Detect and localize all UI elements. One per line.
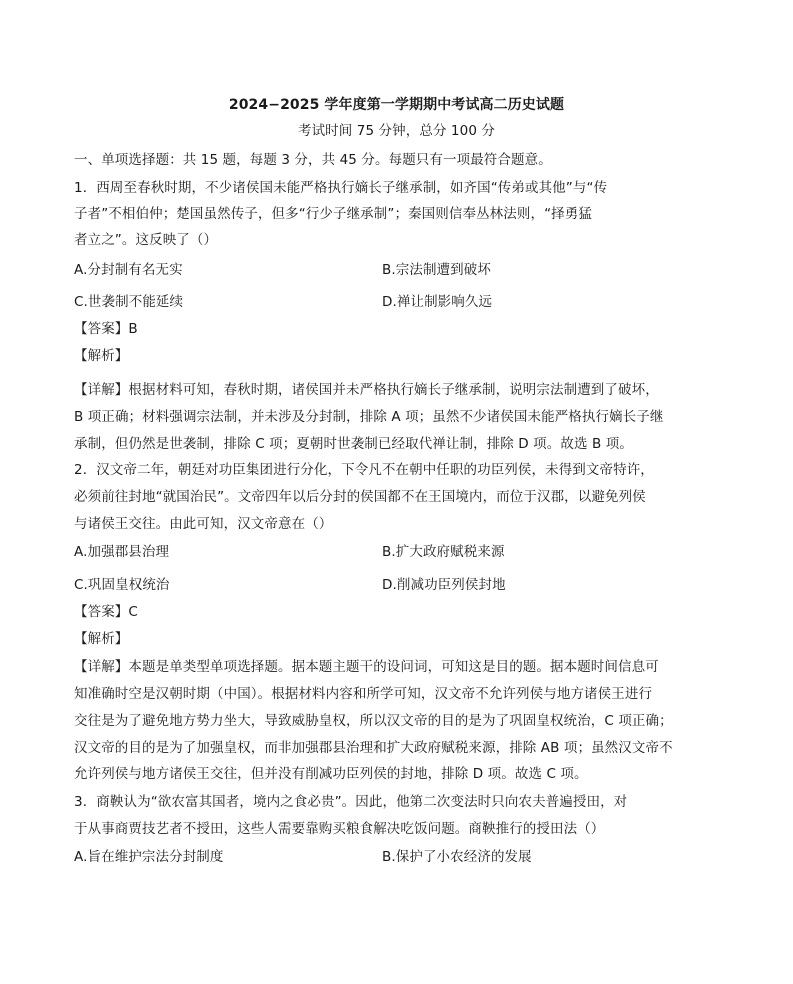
q2-detail-line-1: 【详解】本题是单类型单项选择题。据本题主题干的设问词，可知这是目的题。据本题时间信息可 [74,659,659,675]
q3-stem-line-2: 于从事商贾技艺者不授田，这些人需要靠购买粮食解决吃饭问题。商鞅推行的授田法（） [74,821,605,837]
q1-stem-line-1: 1．西周至春秋时期，不少诸侯国未能严格执行嫡长子继承制，如齐国“传弟或其他”与“传 [74,180,608,196]
q2-detail-line-4: 汉文帝的目的是为了加强皇权，而非加强郡县治理和扩大政府赋税来源，排除 AB 项；虽然汉文帝不 [74,740,673,756]
q1-analysis-label: 【解析】 [74,348,129,364]
exam-title: 2024−2025 学年度第一学期期中考试高二历史试题 [228,97,565,113]
q2-stem-line-3: 与诸侯王交往。由此可知，汉文帝意在（） [74,516,333,532]
q1-detail-line-1: 【详解】根据材料可知，春秋时期，诸侯国并未严格执行嫡长子继承制，说明宗法制遭到了破坏， [74,382,659,398]
section-heading: 一、单项选择题：共 15 题，每题 3 分，共 45 分。每题只有一项最符合题意。 [74,152,552,168]
exam-subtitle: 考试时间 75 分钟，总分 100 分 [297,123,495,139]
q2-answer: 【答案】C [74,604,138,620]
q2-stem-line-2: 必须前往封地“就国治民”。文帝四年以后分封的侯国都不在王国境内，而位于汉郡，以避免列侯 [74,489,646,505]
q1-stem-line-2: 子者”不相伯仲；楚国虽然传子，但多“行少子继承制”；秦国则信奉丛林法则，“择勇猛 [74,206,592,222]
q1-option-d: D.禅让制影响久远 [382,294,493,310]
q2-option-c: C.巩固皇权统治 [74,577,170,593]
q2-detail-line-5: 允许列侯与地方诸侯王交往，但并没有削减功臣列侯的封地，排除 D 项。故选 C 项。 [74,766,588,782]
q1-option-c: C.世袭制不能延续 [74,294,184,310]
q2-option-b: B.扩大政府赋税来源 [382,544,505,560]
q2-option-d: D.削减功臣列侯封地 [382,577,506,593]
q2-stem-line-1: 2．汉文帝二年，朝廷对功臣集团进行分化，下令凡不在朝中任职的功臣列侯，未得到文帝特许， [74,462,654,478]
q1-detail-line-3: 承制，但仍然是世袭制，排除 C 项；夏朝时世袭制已经取代禅让制，排除 D 项。故选 B 项。 [74,436,633,452]
q1-answer: 【答案】B [74,321,138,337]
q1-option-b: B.宗法制遭到破坏 [382,262,491,278]
q3-stem-line-1: 3．商鞅认为“欲农富其国者，境内之食必贵”。因此，他第二次变法时只向农夫普遍授田，对 [74,794,628,810]
q2-detail-line-3: 交往是为了避免地方势力坐大，导致威胁皇权，所以汉文帝的目的是为了巩固皇权统治，C 项正确； [74,713,673,729]
q2-detail-line-2: 知准确时空是汉朝时期（中国）。根据材料内容和所学可知，汉文帝不允许列侯与地方诸侯王进行 [74,686,653,702]
q1-option-a: A.分封制有名无实 [74,262,183,278]
q2-analysis-label: 【解析】 [74,631,129,647]
q3-option-b: B.保护了小农经济的发展 [382,849,532,865]
q2-option-a: A.加强郡县治理 [74,544,170,560]
q3-option-a: A.旨在维护宗法分封制度 [74,849,224,865]
q1-detail-line-2: B 项正确；材料强调宗法制，并未涉及分封制，排除 A 项；虽然不少诸侯国未能严格执行嫡长子继 [74,409,664,425]
q1-stem-line-3: 者立之”。这反映了（） [74,232,218,248]
